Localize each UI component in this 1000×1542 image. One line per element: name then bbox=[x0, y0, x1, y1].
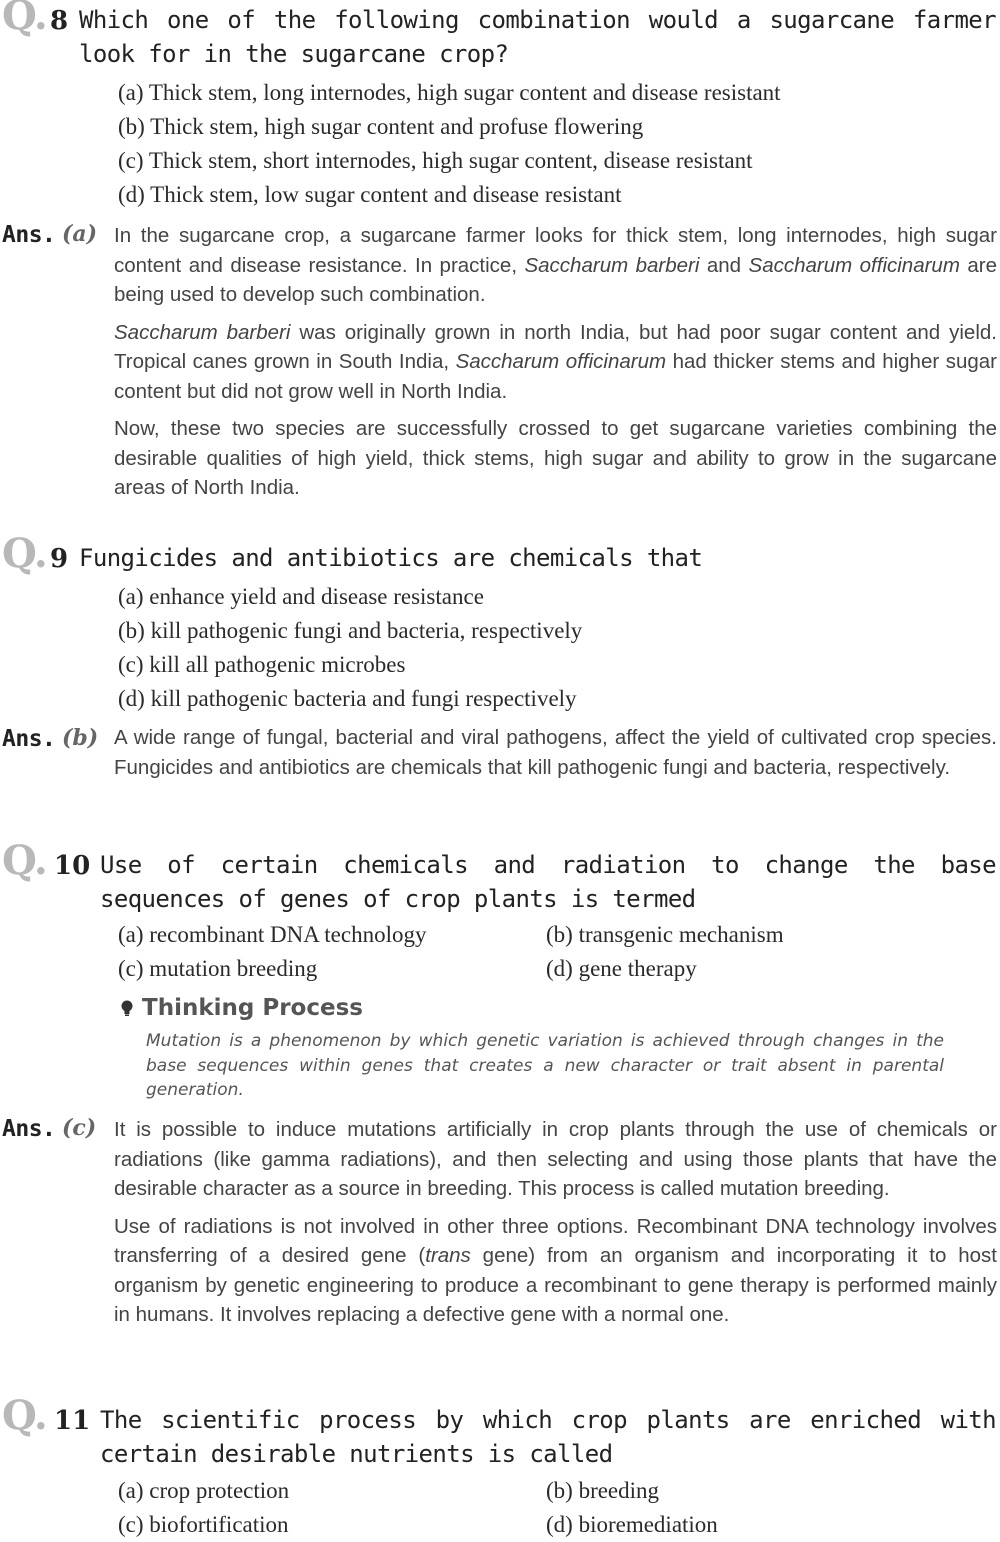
question-mark-label: Q. bbox=[2, 837, 47, 884]
option-a: (a) enhance yield and disease resistance bbox=[118, 584, 484, 609]
option-d: (d) bioremediation bbox=[546, 1512, 718, 1537]
question-9-options bbox=[118, 580, 980, 716]
option-a: (a) recombinant DNA technology bbox=[118, 922, 427, 947]
answer-paragraph: A wide range of fungal, bacterial and viral pathogens, affect the yield of cultivated crop species. Fungicides and antibiotics are chemicals that kill pathogenic fungi and bacteria, respectively. bbox=[114, 726, 997, 779]
answer-letter: (b) bbox=[62, 725, 99, 751]
question-number: 9 bbox=[50, 544, 69, 574]
answer-label: Ans. bbox=[2, 726, 56, 752]
answer-paragraph: Now, these two species are successfully crossed to get sugarcane varieties combining the desirable qualities of high yield, thick stems, high sugar and ability to grow in the sugarcane areas of North India. bbox=[114, 417, 997, 499]
question-text: Use of certain chemicals and radiation to change the base sequences of genes of crop plants is termed bbox=[100, 851, 996, 913]
option-b: (b) kill pathogenic fungi and bacteria, respectively bbox=[118, 618, 583, 643]
thinking-process-heading bbox=[120, 995, 363, 1021]
question-mark-label: Q. bbox=[2, 0, 47, 39]
question-number: 11 bbox=[54, 1406, 91, 1436]
answer-8-body bbox=[114, 221, 997, 511]
thinking-process-text: Mutation is a phenomenon by which genetic variation is achieved through changes in the base sequences within genes that creates a new character or trait absent in parental generation. bbox=[146, 1031, 944, 1100]
answer-paragraph: Use of radiations is not involved in other three options. Recombinant DNA technology involves transferring of a desired gene (trans gene) from an organism and incorporating it to host organism by genetic engineering to produce a recombinant to gene therapy is performed mainly in humans. It involves replacing a defective gene with a normal one. bbox=[114, 1214, 998, 1326]
question-8-options bbox=[118, 76, 980, 212]
answer-10-body bbox=[114, 1115, 997, 1338]
option-d: (d) Thick stem, low sugar content and disease resistant bbox=[118, 182, 622, 207]
question-text: Fungicides and antibiotics are chemicals that bbox=[79, 544, 703, 572]
answer-paragraph: It is possible to induce mutations artificially in crop plants through the use of chemicals or radiations (like gamma radiations), and then selecting and using those plants that have the desirable character as a source in breeding. This process is called mutation breeding. bbox=[114, 1118, 997, 1200]
answer-paragraph: In the sugarcane crop, a sugarcane farmer looks for thick stem, long internodes, high sugar content and disease resistance. In practice, Saccharum barberi and Saccharum officinarum are being used to develop such combination. bbox=[114, 224, 997, 306]
option-a: (a) Thick stem, long internodes, high sugar content and disease resistant bbox=[118, 80, 781, 105]
option-d: (d) gene therapy bbox=[546, 956, 697, 981]
question-11-options bbox=[118, 1474, 980, 1542]
question-number: 10 bbox=[54, 851, 91, 881]
question-mark-label: Q. bbox=[2, 530, 47, 577]
option-a: (a) crop protection bbox=[118, 1478, 290, 1503]
answer-letter: (c) bbox=[62, 1115, 97, 1141]
thinking-process-title: Thinking Process bbox=[142, 995, 363, 1021]
answer-label: Ans. bbox=[2, 1116, 56, 1142]
option-c: (c) Thick stem, short internodes, high sugar content, disease resistant bbox=[118, 148, 753, 173]
question-text: The scientific process by which crop plants are enriched with certain desirable nutrients is called bbox=[100, 1406, 996, 1468]
answer-9-body bbox=[114, 723, 997, 790]
answer-letter: (a) bbox=[62, 221, 98, 247]
option-b: (b) Thick stem, high sugar content and profuse flowering bbox=[118, 114, 644, 139]
question-10-options bbox=[118, 918, 980, 986]
answer-paragraph: Saccharum barberi was originally grown in north India, but had poor sugar content and yield. Tropical canes grown in South India, Saccharum officinarum had thicker stems and higher sugar content but did not grow well in North India. bbox=[114, 320, 997, 403]
option-b: (b) breeding bbox=[546, 1478, 660, 1503]
option-d: (d) kill pathogenic bacteria and fungi respectively bbox=[118, 686, 577, 711]
lightbulb-icon bbox=[120, 1000, 134, 1016]
question-number: 8 bbox=[50, 6, 69, 36]
question-text: Which one of the following combination would a sugarcane farmer look for in the sugarcane crop? bbox=[79, 6, 996, 68]
option-c: (c) mutation breeding bbox=[118, 956, 318, 981]
question-mark-label: Q. bbox=[2, 1392, 47, 1439]
answer-label: Ans. bbox=[2, 222, 56, 248]
option-c: (c) kill all pathogenic microbes bbox=[118, 652, 406, 677]
option-b: (b) transgenic mechanism bbox=[546, 922, 784, 947]
option-c: (c) biofortification bbox=[118, 1512, 289, 1537]
